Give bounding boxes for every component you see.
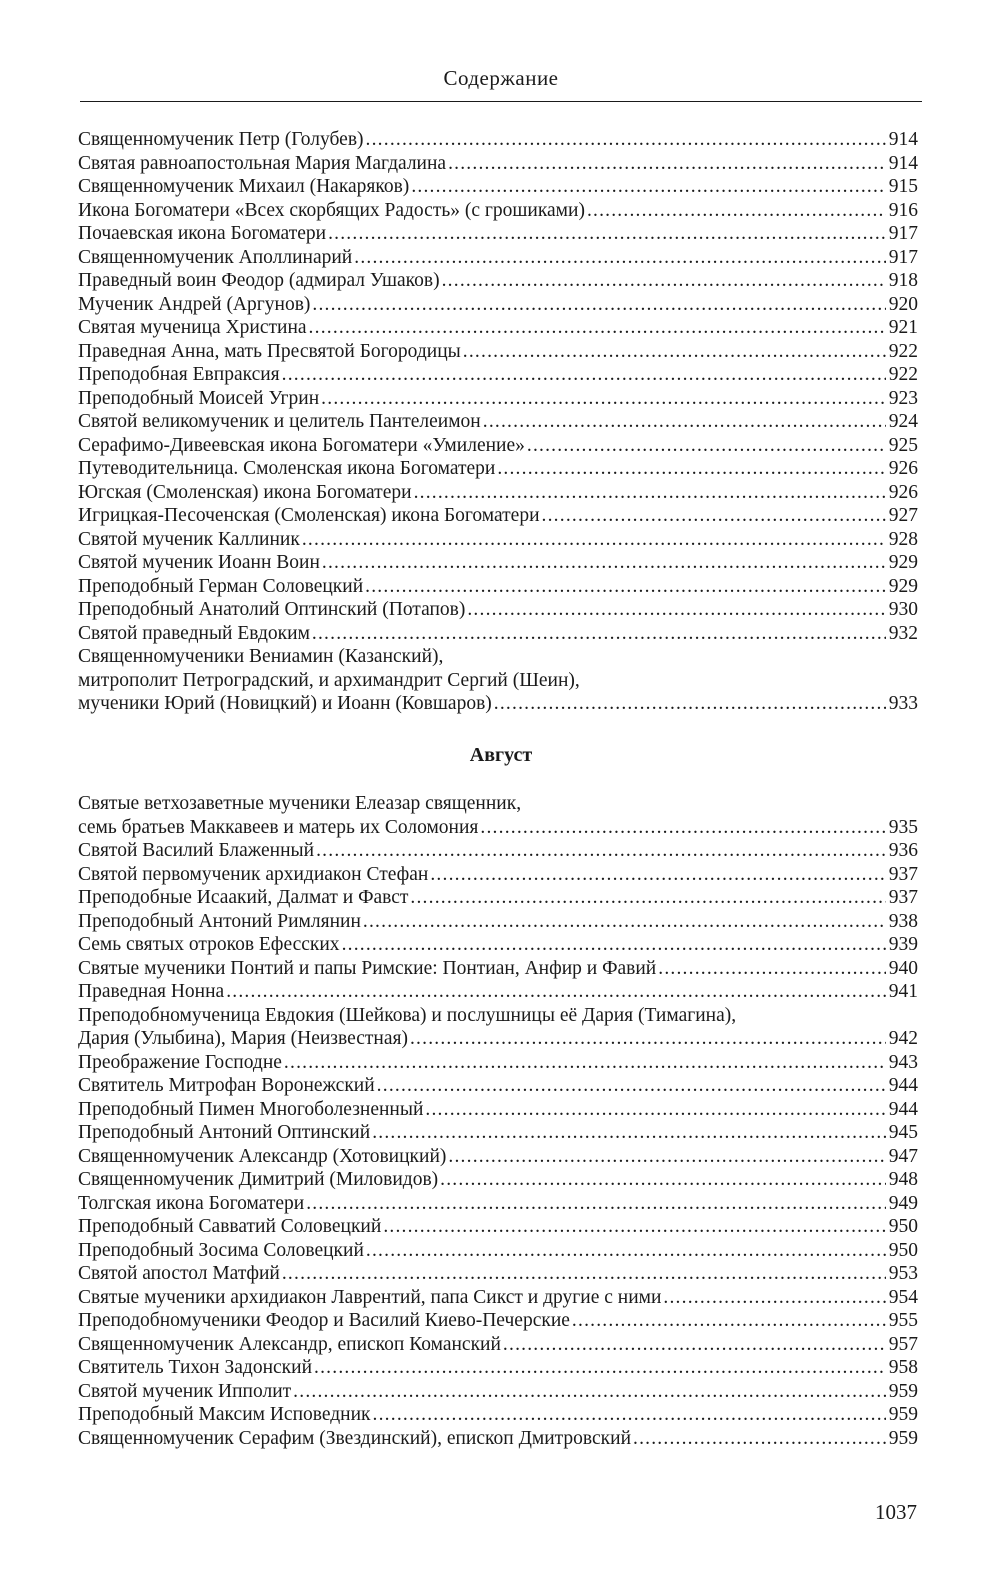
dot-leader <box>527 434 886 458</box>
toc-entry-title-wrap <box>78 410 886 434</box>
toc-entry-title: Преподобномученики Феодор и Василий Киево-Печерские <box>78 1310 570 1331</box>
toc-entry-page-number: 948 <box>888 1169 918 1190</box>
dot-leader <box>354 246 886 270</box>
dot-leader <box>572 1309 886 1333</box>
toc-entry-page-number: 938 <box>888 910 918 932</box>
toc-entry-line: Преподобномученица Евдокия (Шейкова) и послушницы её Дария (Тимагина), <box>78 1004 737 1026</box>
toc-entry-title: мученики Юрий (Новицкий) и Иоанн (Ковшаров) <box>78 693 492 714</box>
dot-leader <box>366 1239 886 1263</box>
toc-entry-page-number: 941 <box>888 981 918 1002</box>
dot-leader <box>312 293 885 317</box>
dot-leader <box>377 1074 886 1098</box>
toc-entry-title-wrap <box>78 1192 886 1216</box>
toc-entry-title: Священномученик Александр (Хотовицкий) <box>78 1145 447 1167</box>
toc-entry-title-wrap <box>78 269 886 293</box>
toc-entry-page-number: 923 <box>888 387 918 409</box>
dot-leader <box>363 910 886 934</box>
toc-entry-page-number: 929 <box>888 552 918 573</box>
toc-entry <box>78 293 918 317</box>
toc-entry-page-number: 942 <box>888 1028 918 1049</box>
toc-entry <box>78 246 918 270</box>
toc-entry-page-number: 914 <box>888 129 918 150</box>
toc-entry-title-wrap <box>78 1051 886 1075</box>
toc-entry-title-wrap <box>78 551 886 575</box>
toc-entry-page-number: 918 <box>888 270 918 291</box>
dot-leader <box>306 1192 886 1216</box>
dot-leader <box>410 886 885 910</box>
section-title-august: Август <box>469 744 533 766</box>
toc-entry-page-number: 959 <box>888 1404 918 1425</box>
toc-entry-page-number: 947 <box>888 1145 918 1167</box>
toc-entry-page-number: 943 <box>888 1051 918 1073</box>
toc-entry-title: Праведная Нонна <box>78 981 225 1002</box>
toc-entry-title: Святой апостол Матфий <box>78 1263 280 1284</box>
toc-entry-page-number: 929 <box>888 575 918 597</box>
toc-entry-title-wrap <box>78 1286 886 1310</box>
toc-entry <box>78 363 918 387</box>
dot-leader <box>322 551 886 575</box>
dot-leader <box>467 598 885 622</box>
toc-entry-title-wrap <box>78 1333 886 1357</box>
toc-entry <box>78 481 918 505</box>
toc-entry <box>78 886 918 910</box>
toc-entry-title: Преподобный Герман Соловецкий <box>78 575 364 597</box>
toc-entry-page-number: 945 <box>888 1122 918 1143</box>
toc-entry-title: Путеводительница. Смоленская икона Богоматери <box>78 458 496 479</box>
toc-entry-title-wrap <box>78 886 886 910</box>
dot-leader <box>542 504 886 528</box>
toc-entry <box>78 434 918 458</box>
page-number: 1037 <box>875 1500 917 1524</box>
toc-entry-page-number: 958 <box>888 1357 918 1378</box>
toc-entry-title: семь братьев Маккавеев и матерь их Соломония <box>78 816 479 838</box>
toc-entry <box>78 1074 918 1098</box>
toc-entry-page-number: 926 <box>888 481 918 503</box>
toc-entry-title-wrap <box>78 1309 886 1333</box>
dot-leader <box>633 1427 886 1451</box>
toc-entry-title-wrap <box>78 1380 886 1404</box>
toc-entry-page-number: 954 <box>888 1286 918 1308</box>
toc-entry-title: Югская (Смоленская) икона Богоматери <box>78 481 412 503</box>
toc-entry-title-wrap <box>78 316 886 340</box>
toc-entry-title-wrap <box>78 128 886 152</box>
toc-entry-title-wrap <box>78 1262 886 1286</box>
toc-entry-title-wrap <box>78 387 886 411</box>
toc-entry-title-wrap <box>78 340 886 364</box>
toc-entry-title-wrap <box>78 246 886 270</box>
toc-entry <box>78 528 918 552</box>
toc-entry-title-wrap <box>78 575 886 599</box>
toc-entry-title: Священномученик Димитрий (Миловидов) <box>78 1169 439 1190</box>
toc-entry <box>78 1098 918 1122</box>
toc-entry <box>78 1168 918 1192</box>
toc-entry-title: Преподобный Максим Исповедник <box>78 1404 371 1425</box>
dot-leader <box>410 1027 886 1051</box>
dot-leader <box>448 152 886 176</box>
toc-entry-title-wrap <box>78 1239 886 1263</box>
toc-entry-title-wrap <box>78 1121 886 1145</box>
toc-entry <box>78 1051 918 1075</box>
toc-entry-title-wrap <box>78 933 886 957</box>
dot-leader <box>321 387 886 411</box>
dot-leader <box>316 839 886 863</box>
toc-entry-title-wrap <box>78 152 886 176</box>
dot-leader <box>226 980 886 1004</box>
toc-entry-title-wrap <box>78 434 886 458</box>
toc-entry-title: Святитель Митрофан Воронежский <box>78 1075 375 1096</box>
toc-entry-title: Священномученик Александр, епископ Команский <box>78 1333 501 1355</box>
toc-entry-title-wrap <box>78 598 886 622</box>
toc-entry-page-number: 957 <box>888 1333 918 1355</box>
toc-entry <box>78 1239 918 1263</box>
dot-leader <box>425 1098 885 1122</box>
dot-leader <box>497 457 885 481</box>
toc-entry-page-number: 916 <box>888 199 918 221</box>
toc-entry-title-wrap <box>78 175 886 199</box>
toc-entry <box>78 457 918 481</box>
toc-entry-page-number: 950 <box>888 1216 918 1237</box>
dot-leader <box>503 1333 886 1357</box>
dot-leader <box>372 1121 886 1145</box>
dot-leader <box>440 1168 886 1192</box>
toc-entry-title: Семь святых отроков Ефесских <box>78 934 340 955</box>
toc-entry-title-wrap <box>78 222 886 246</box>
toc-entry-title: Святитель Тихон Задонский <box>78 1357 313 1378</box>
dot-leader <box>448 1145 885 1169</box>
toc-entry-title: Мученик Андрей (Аргунов) <box>78 293 311 315</box>
toc-entry <box>78 410 918 434</box>
toc-entry-title-wrap <box>78 957 886 981</box>
dot-leader <box>309 316 886 340</box>
dot-leader <box>480 816 885 840</box>
toc-entry-title-wrap <box>78 692 886 716</box>
dot-leader <box>282 363 886 387</box>
toc-entry-page-number: 925 <box>888 434 918 456</box>
toc-entry-title: Праведный воин Феодор (адмирал Ушаков) <box>78 270 440 291</box>
toc-entry <box>78 1427 918 1451</box>
dot-leader <box>658 957 886 981</box>
toc-entry-title: Преподобный Зосима Соловецкий <box>78 1239 364 1261</box>
toc-entry-title: Преподобная Евпраксия <box>78 364 280 385</box>
dot-leader <box>442 269 886 293</box>
toc-entry <box>78 1380 918 1404</box>
toc-entry-title-wrap <box>78 363 886 387</box>
toc-entry-title-wrap <box>78 1027 886 1051</box>
toc-entry <box>78 980 918 1004</box>
toc-list-august <box>78 792 918 1450</box>
toc-entry-page-number: 953 <box>888 1263 918 1284</box>
toc-entry <box>78 1121 918 1145</box>
toc-entry <box>78 1309 918 1333</box>
toc-entry-page-number: 940 <box>888 957 918 979</box>
toc-list-july <box>78 128 918 716</box>
toc-entry-title: Священномученик Серафим (Звездинский), епископ Дмитровский <box>78 1427 631 1449</box>
toc-entry-title: Святой мученик Иоанн Воин <box>78 552 320 573</box>
toc-entry <box>78 1192 918 1216</box>
toc-entry-title-wrap <box>78 457 886 481</box>
toc-entry <box>78 152 918 176</box>
toc-entry-page-number: 950 <box>888 1239 918 1261</box>
toc-entry-title: Святой Василий Блаженный <box>78 840 315 861</box>
toc-entry-title-wrap <box>78 293 886 317</box>
toc-entry <box>78 1356 918 1380</box>
toc-entry-title: Святые мученики Понтий и папы Римские: Понтиан, Анфир и Фавий <box>78 957 657 979</box>
dot-leader <box>328 222 886 246</box>
toc-entry-title: Серафимо-Дивеевская икона Богоматери «Умиление» <box>78 434 525 456</box>
toc-entry-page-number: 949 <box>888 1192 918 1214</box>
toc-entry-page-number: 959 <box>888 1427 918 1449</box>
toc-entry <box>78 387 918 411</box>
toc-entry-title: Святая мученица Христина <box>78 317 307 338</box>
toc-entry <box>78 622 918 646</box>
toc-entry <box>78 957 918 981</box>
toc-entry-page-number: 917 <box>888 223 918 244</box>
toc-entry-title: Толгская икона Богоматери <box>78 1192 305 1214</box>
toc-entry-page-number: 936 <box>888 840 918 861</box>
toc-entry-title-wrap <box>78 816 886 840</box>
toc-entry-title: Преподобный Антоний Римлянин <box>78 910 361 932</box>
toc-entry-page-number: 944 <box>888 1075 918 1096</box>
toc-entry <box>78 316 918 340</box>
toc-entry <box>78 1027 918 1051</box>
toc-entry-page-number: 927 <box>888 505 918 526</box>
toc-entry-title-wrap <box>78 1074 886 1098</box>
toc-entry-page-number: 944 <box>888 1098 918 1120</box>
toc-entry-title: Преподобный Савватий Соловецкий <box>78 1216 382 1237</box>
dot-leader <box>284 1051 886 1075</box>
toc-entry-page-number: 924 <box>888 411 918 432</box>
toc-entry-title-wrap <box>78 863 886 887</box>
toc-entry-title: Священномученик Аполлинарий <box>78 246 353 268</box>
dot-leader <box>430 863 885 887</box>
toc-entry-title-wrap <box>78 980 886 1004</box>
toc-entry-title: Преподобный Пимен Многоболезненный <box>78 1098 424 1120</box>
toc-entry-title-wrap <box>78 839 886 863</box>
toc-entry-title: Священномученик Петр (Голубев) <box>78 129 364 150</box>
toc-entry <box>78 504 918 528</box>
toc-entry-page-number: 921 <box>888 317 918 338</box>
toc-entry <box>78 910 918 934</box>
toc-entry <box>78 816 918 840</box>
dot-leader <box>365 575 886 599</box>
dot-leader <box>663 1286 885 1310</box>
toc-entry <box>78 598 918 622</box>
toc-entry-page-number: 933 <box>888 693 918 714</box>
toc-entry-title-wrap <box>78 1427 886 1451</box>
toc-entry <box>78 1145 918 1169</box>
toc-entry-title-wrap <box>78 1403 886 1427</box>
toc-entry-title-wrap <box>78 1356 886 1380</box>
toc-entry <box>78 933 918 957</box>
toc-entry-page-number: 915 <box>888 176 918 197</box>
toc-entry <box>78 839 918 863</box>
toc-entry <box>78 1215 918 1239</box>
toc-entry <box>78 340 918 364</box>
toc-entry <box>78 1286 918 1310</box>
dot-leader <box>342 933 886 957</box>
toc-entry <box>78 692 918 716</box>
toc-entry <box>78 1403 918 1427</box>
toc-entry-line: митрополит Петроградский, и архимандрит Сергий (Шеин), <box>78 669 580 691</box>
dot-leader <box>314 1356 886 1380</box>
toc-entry-page-number: 932 <box>888 622 918 644</box>
toc-entry-line: Святые ветхозаветные мученики Елеазар священник, <box>78 793 522 814</box>
toc-entry-page-number: 926 <box>888 458 918 479</box>
toc-entry-page-number: 922 <box>888 340 918 362</box>
toc-entry <box>78 1333 918 1357</box>
toc-entry <box>78 128 918 152</box>
toc-entry-title: Икона Богоматери «Всех скорбящих Радость» (с грошиками) <box>78 199 585 221</box>
dot-leader <box>411 175 885 199</box>
toc-entry-title: Святой великомученик и целитель Пантелеимон <box>78 411 481 432</box>
dot-leader <box>494 692 886 716</box>
toc-entry-page-number: 955 <box>888 1310 918 1331</box>
toc-entry-title: Священномученик Михаил (Накаряков) <box>78 176 410 197</box>
dot-leader <box>383 1215 885 1239</box>
toc-entry-page-number: 959 <box>888 1380 918 1402</box>
toc-entry-page-number: 937 <box>888 887 918 908</box>
toc-entry-title-wrap <box>78 1098 886 1122</box>
dot-leader <box>366 128 886 152</box>
toc-entry-page-number: 928 <box>888 528 918 550</box>
toc-entry-title: Игрицкая-Песоченская (Смоленская) икона Богоматери <box>78 505 540 526</box>
dot-leader <box>282 1262 886 1286</box>
toc-entry-title-wrap <box>78 622 886 646</box>
toc-entry <box>78 222 918 246</box>
toc-entry-title: Святой праведный Евдоким <box>78 622 310 644</box>
toc-entry <box>78 175 918 199</box>
toc-entry-page-number: 914 <box>888 152 918 174</box>
dot-leader <box>293 1380 886 1404</box>
toc-entry-title: Преподобный Анатолий Оптинский (Потапов) <box>78 599 466 620</box>
dot-leader <box>302 528 886 552</box>
toc-entry-title: Преображение Господне <box>78 1051 282 1073</box>
toc-entry-title-wrap <box>78 481 886 505</box>
toc-entry-title-wrap <box>78 528 886 552</box>
toc-entry-line: Священномученики Вениамин (Казанский), <box>78 646 444 667</box>
page-header-title: Содержание <box>443 66 559 90</box>
toc-entry-title: Почаевская икона Богоматери <box>78 223 327 244</box>
toc-entry <box>78 863 918 887</box>
toc-entry-title: Преподобный Антоний Оптинский <box>78 1122 371 1143</box>
toc-entry <box>78 1262 918 1286</box>
toc-entry-title-wrap <box>78 504 886 528</box>
header-rule <box>80 101 922 102</box>
toc-entry-title: Святой первомученик архидиакон Стефан <box>78 863 429 885</box>
toc-entry-title: Святые мученики архидиакон Лаврентий, папа Сикст и другие с ними <box>78 1286 662 1308</box>
toc-entry-page-number: 922 <box>888 364 918 385</box>
toc-entry-title-wrap <box>78 1168 886 1192</box>
dot-leader <box>414 481 886 505</box>
dot-leader <box>373 1403 886 1427</box>
toc-entry-title: Преподобные Исаакий, Далмат и Фавст <box>78 887 409 908</box>
toc-entry <box>78 269 918 293</box>
toc-entry-page-number: 935 <box>888 816 918 838</box>
toc-entry-page-number: 920 <box>888 293 918 315</box>
toc-entry-title-wrap <box>78 1215 886 1239</box>
toc-entry-page-number: 937 <box>888 863 918 885</box>
toc-entry-page-number: 939 <box>888 934 918 955</box>
toc-entry-title: Праведная Анна, мать Пресвятой Богородицы <box>78 340 461 362</box>
toc-entry-title-wrap <box>78 910 886 934</box>
toc-entry-title: Преподобный Моисей Угрин <box>78 387 320 409</box>
toc-entry <box>78 575 918 599</box>
toc-entry-title: Святой мученик Каллиник <box>78 528 300 550</box>
toc-entry-page-number: 930 <box>888 599 918 620</box>
toc-entry-title: Святой мученик Ипполит <box>78 1380 292 1402</box>
toc-entry-title-wrap <box>78 199 886 223</box>
dot-leader <box>483 410 886 434</box>
toc-entry-title: Дария (Улыбина), Мария (Неизвестная) <box>78 1028 408 1049</box>
toc-entry-title-wrap <box>78 1145 886 1169</box>
toc-entry <box>78 551 918 575</box>
toc-entry-page-number: 917 <box>888 246 918 268</box>
dot-leader <box>463 340 886 364</box>
toc-entry <box>78 199 918 223</box>
dot-leader <box>587 199 886 223</box>
dot-leader <box>312 622 886 646</box>
toc-entry-title: Святая равноапостольная Мария Магдалина <box>78 152 447 174</box>
